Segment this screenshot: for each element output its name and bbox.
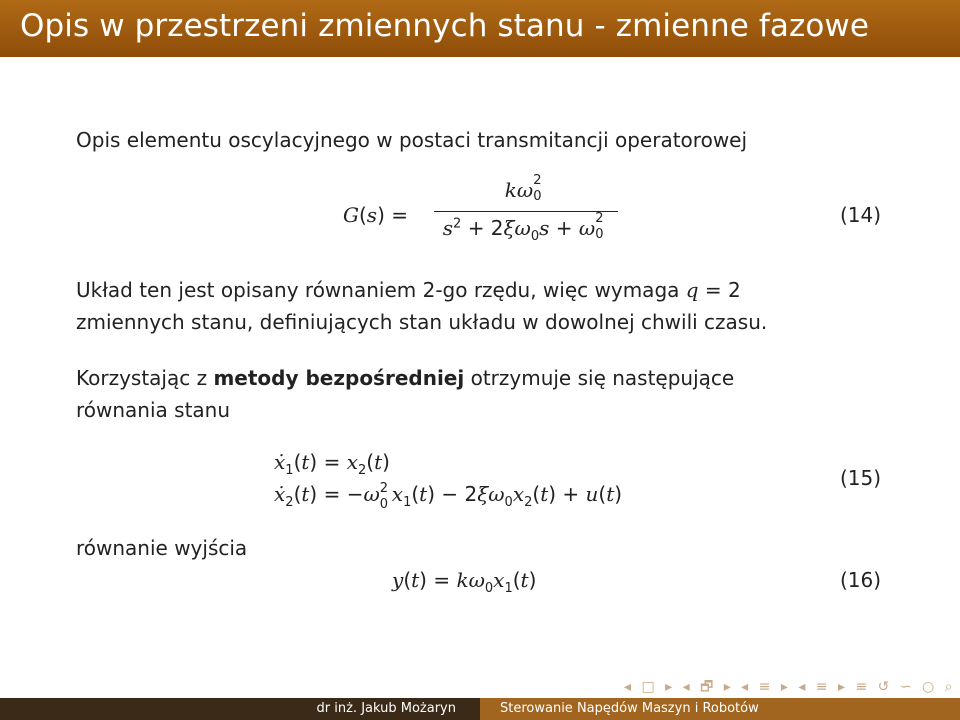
para2-line2: równania stanu <box>76 398 231 422</box>
eq14-lhs: G(s) = <box>343 203 408 227</box>
intro-text: Opis elementu oscylacyjnego w postaci transmitancji operatorowej <box>76 128 748 152</box>
eq14-fraction-bar <box>434 211 618 212</box>
beamer-navigation-icons[interactable]: ◂ □ ▸ ◂ 🗗 ▸ ◂ ≡ ▸ ◂ ≡ ▸ ≡ ↺ ∽ ○ ⌕ <box>624 679 956 695</box>
footer-course-bar <box>480 698 960 720</box>
eq16-number: (16) <box>840 568 882 592</box>
eq15-number: (15) <box>840 466 882 490</box>
eq16: $y(t) = k\omega_0x_1(t)$ <box>392 568 537 596</box>
footer-course: Sterowanie Napędów Maszyn i Robotów <box>500 701 759 716</box>
para1-line2: zmiennych stanu, definiujących stan układu w dowolnej chwili czasu. <box>76 310 768 334</box>
eq14-numerator: kω 2 0 <box>504 172 542 204</box>
footer-author: dr inż. Jakub Możaryn <box>316 701 456 716</box>
para2-line1: Korzystając z metody bezpośredniej otrzymuje się następujące <box>76 366 735 390</box>
footer-author-bar <box>0 698 480 720</box>
slide-title: Opis w przestrzeni zmiennych stanu - zmienne fazowe <box>20 8 870 44</box>
eq15-line2: ẋ$_2$(t) = −ω 2 0 $x_1(t) - 2\xi\omega_0x_2(t) + u(t)$ <box>274 480 623 512</box>
eq14-number: (14) <box>840 203 882 227</box>
title-bar <box>0 0 960 57</box>
eq14-denominator: $s^2 + 2\xi\omega_0s + \omega$ 2 0 <box>442 210 604 244</box>
para1-line1: Układ ten jest opisany równaniem 2-go rzędu, więc wymaga q = 2 <box>76 278 741 302</box>
output-label: równanie wyjścia <box>76 536 248 560</box>
eq15-line1: ẋ$_1$(t) = $x_2(t)$ <box>274 450 390 478</box>
